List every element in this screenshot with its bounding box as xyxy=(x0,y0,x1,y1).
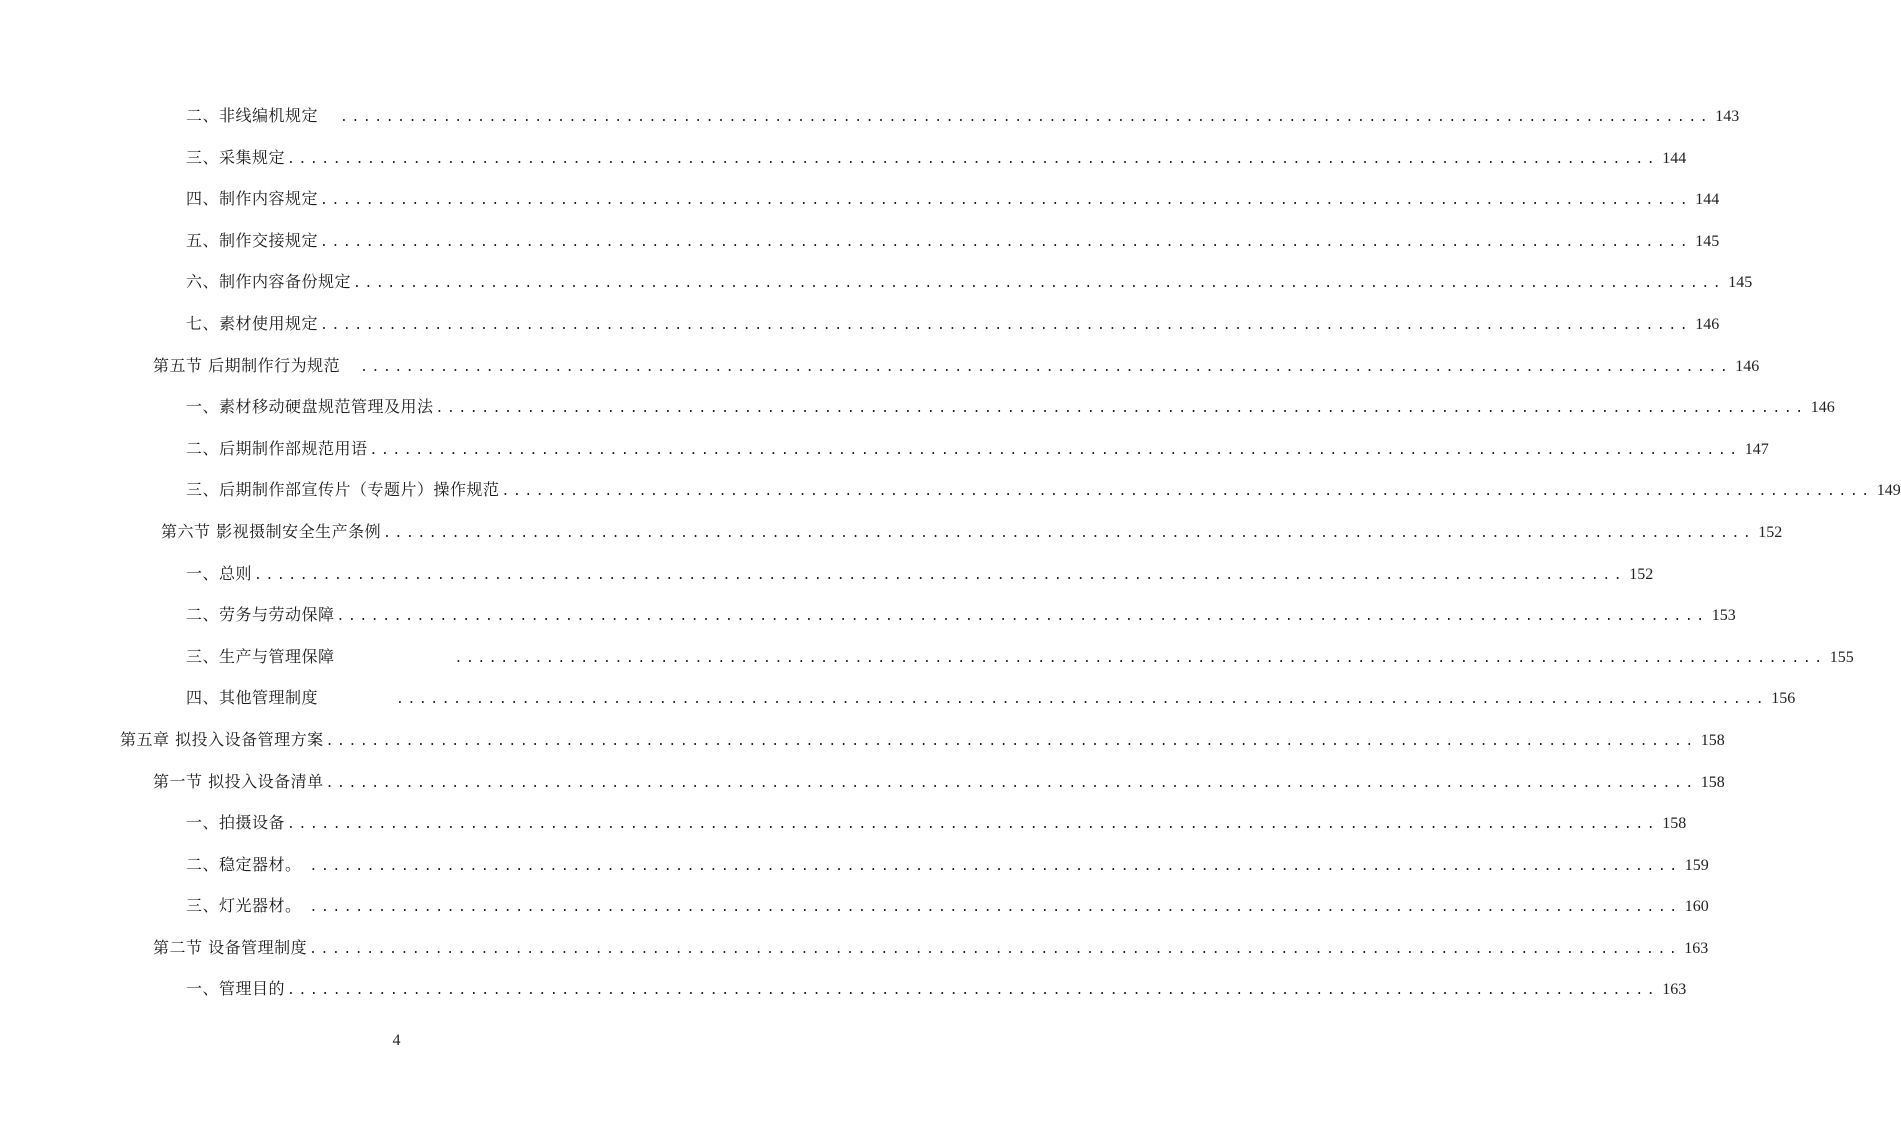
toc-dot-leader: ........................................................................................................................ xyxy=(435,401,1807,417)
toc-dot-leader: ........................................................................................................................ xyxy=(383,525,1755,541)
toc-entry[interactable] xyxy=(0,885,1709,927)
toc-entry-title: 三、后期制作部宣传片（专题片）操作规范 xyxy=(186,480,500,500)
toc-entry[interactable] xyxy=(0,386,1835,428)
toc-entry[interactable] xyxy=(0,303,1720,345)
toc-entry-page: 159 xyxy=(1684,856,1709,874)
toc-entry-page: 152 xyxy=(1758,523,1783,541)
toc-dot-leader: ........................................................................................................................ xyxy=(396,692,1768,708)
toc-entry-page: 156 xyxy=(1771,690,1796,708)
toc-entry-title: 第五节 后期制作行为规范 xyxy=(153,355,341,375)
toc-entry-title: 二、非线编机规定 xyxy=(186,106,319,125)
toc-entry-title: 七、素材使用规定 xyxy=(186,313,319,333)
toc-dot-leader: ........................................................................................................................ xyxy=(353,276,1725,292)
toc-entry-title: 五、制作交接规定 xyxy=(186,230,319,250)
toc-dot-leader: ........................................................................................................................ xyxy=(325,775,1697,791)
toc-dot-leader: ........................................................................................................................ xyxy=(309,900,1681,916)
toc-entry-page: 146 xyxy=(1810,399,1835,417)
toc-dot-leader: ........................................................................................................................ xyxy=(325,733,1697,749)
toc-entry[interactable] xyxy=(0,95,1740,137)
toc-entry[interactable] xyxy=(0,636,1854,678)
toc-dot-leader: ........................................................................................................................ xyxy=(360,359,1732,375)
table-of-contents xyxy=(0,95,1901,1010)
toc-entry-page: 146 xyxy=(1695,315,1720,333)
toc-entry-title: 一、拍摄设备 xyxy=(186,813,286,833)
toc-entry[interactable] xyxy=(0,968,1687,1010)
toc-entry-page: 158 xyxy=(1700,773,1725,791)
toc-dot-leader: ........................................................................................................................ xyxy=(254,567,1626,583)
toc-dot-leader: ........................................................................................................................ xyxy=(336,609,1708,625)
toc-entry-title: 一、管理目的 xyxy=(186,979,286,999)
toc-entry-page: 153 xyxy=(1711,607,1736,625)
toc-dot-leader: ........................................................................................................................ xyxy=(287,151,1659,167)
toc-dot-leader: ........................................................................................................................ xyxy=(320,234,1692,250)
toc-entry-title: 第一节 拟投入设备清单 xyxy=(153,771,324,791)
toc-entry[interactable] xyxy=(0,719,1725,761)
toc-entry-page: 152 xyxy=(1629,565,1654,583)
toc-entry[interactable] xyxy=(0,761,1725,803)
toc-entry-page: 163 xyxy=(1662,981,1687,999)
toc-entry[interactable] xyxy=(0,511,1783,553)
toc-entry-page: 145 xyxy=(1695,232,1720,250)
toc-entry-page: 158 xyxy=(1662,815,1687,833)
toc-dot-leader: ........................................................................................................................ xyxy=(287,817,1659,833)
toc-dot-leader: ........................................................................................................................ xyxy=(309,858,1681,874)
toc-dot-leader: ........................................................................................................................ xyxy=(340,110,1712,125)
toc-entry-title: 三、灯光器材。 xyxy=(186,896,302,916)
toc-entry-page: 147 xyxy=(1744,440,1769,458)
toc-entry[interactable] xyxy=(0,137,1687,179)
toc-entry-title: 一、总则 xyxy=(186,563,253,583)
page-number: 4 xyxy=(392,1032,401,1049)
toc-entry-page: 143 xyxy=(1715,108,1740,125)
toc-entry-title: 一、素材移动硬盘规范管理及用法 xyxy=(186,397,434,417)
toc-entry[interactable] xyxy=(0,844,1709,886)
toc-entry-title: 第五章 拟投入设备管理方案 xyxy=(120,729,324,749)
toc-dot-leader: ........................................................................................................................ xyxy=(369,442,1741,458)
toc-entry-title: 二、劳务与劳动保障 xyxy=(186,605,335,625)
toc-entry[interactable] xyxy=(0,178,1720,220)
toc-dot-leader: ........................................................................................................................ xyxy=(287,983,1659,999)
toc-entry-page: 146 xyxy=(1735,357,1760,375)
toc-dot-leader: ........................................................................................................................ xyxy=(320,193,1692,209)
toc-dot-leader: ........................................................................................................................ xyxy=(320,317,1692,333)
toc-dot-leader: ........................................................................................................................ xyxy=(501,484,1873,500)
toc-entry[interactable] xyxy=(0,677,1796,719)
toc-entry-title: 四、制作内容规定 xyxy=(186,189,319,209)
toc-entry-page: 163 xyxy=(1684,939,1709,957)
toc-entry-page: 155 xyxy=(1829,648,1854,666)
toc-entry-page: 160 xyxy=(1684,898,1709,916)
toc-entry-title: 二、稳定器材。 xyxy=(186,854,302,874)
toc-entry[interactable] xyxy=(0,469,1901,511)
toc-entry-page: 158 xyxy=(1700,731,1725,749)
toc-dot-leader: ........................................................................................................................ xyxy=(454,650,1826,666)
toc-entry[interactable] xyxy=(0,220,1720,262)
toc-entry[interactable] xyxy=(0,927,1709,969)
toc-entry-title: 六、制作内容备份规定 xyxy=(186,272,352,292)
toc-entry-title: 三、生产与管理保障 xyxy=(186,646,335,666)
toc-entry-page: 144 xyxy=(1695,191,1720,209)
toc-entry-title: 第六节 影视摄制安全生产条例 xyxy=(161,521,382,541)
toc-entry[interactable] xyxy=(0,553,1654,595)
toc-entry-page: 149 xyxy=(1876,482,1901,500)
toc-entry-page: 144 xyxy=(1662,149,1687,167)
toc-dot-leader: ........................................................................................................................ xyxy=(309,941,1681,957)
toc-entry-title: 四、其他管理制度 xyxy=(186,688,319,708)
toc-entry-page: 145 xyxy=(1728,274,1753,292)
toc-entry-title: 二、后期制作部规范用语 xyxy=(186,438,368,458)
toc-entry[interactable] xyxy=(0,428,1769,470)
toc-entry-title: 第二节 设备管理制度 xyxy=(153,937,308,957)
toc-entry[interactable] xyxy=(0,594,1736,636)
toc-entry[interactable] xyxy=(0,345,1760,387)
toc-entry-title: 三、采集规定 xyxy=(186,147,286,167)
toc-entry[interactable] xyxy=(0,802,1687,844)
toc-entry[interactable] xyxy=(0,261,1753,303)
